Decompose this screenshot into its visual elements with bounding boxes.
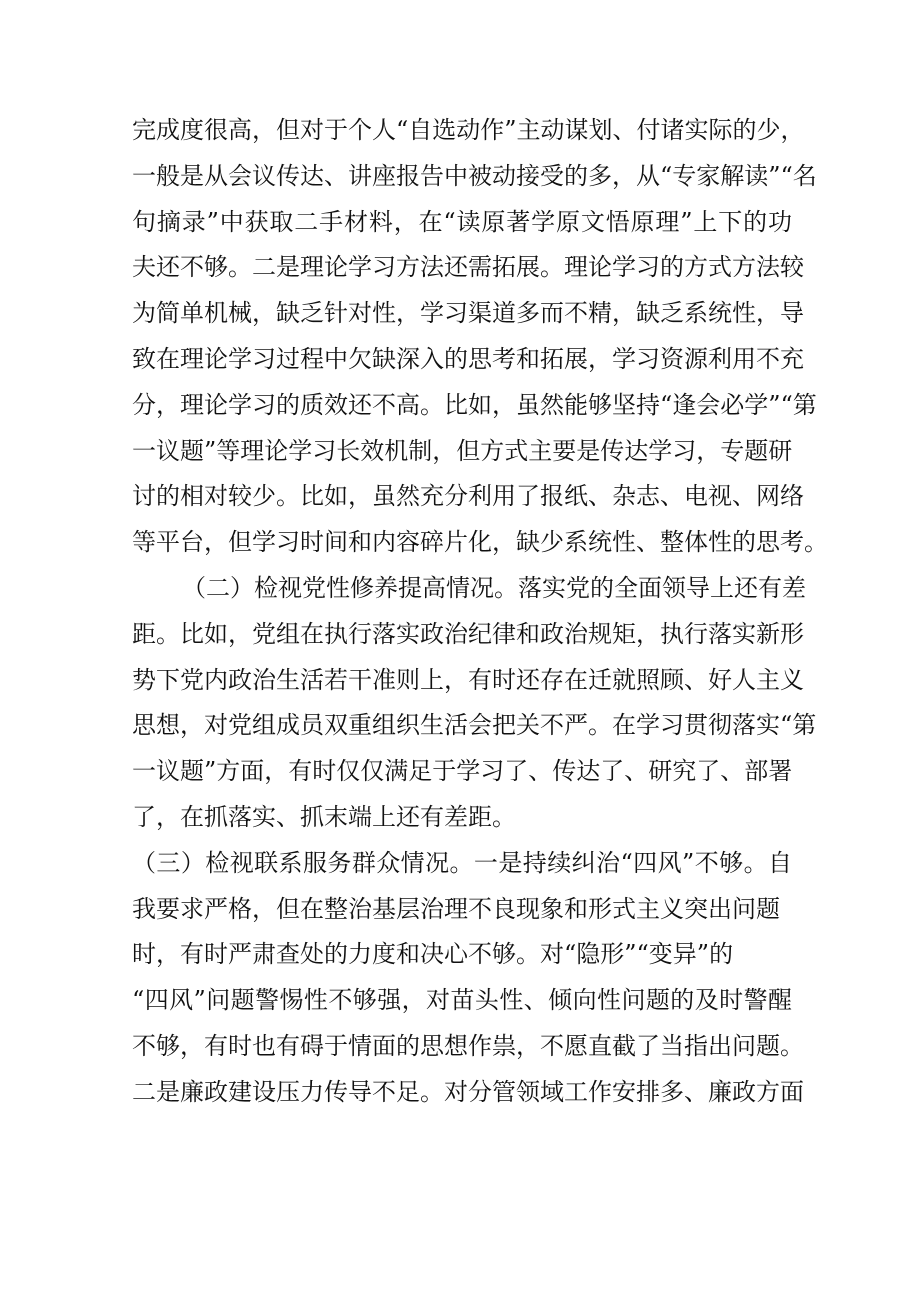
text-line: 完成度很高，但对于个人“自选动作”主动谋划、付诸实际的少，	[132, 116, 805, 144]
text-line: 不够，有时也有碍于情面的思想作祟，不愿直截了当指出问题。	[132, 1031, 804, 1060]
text-line: 二是廉政建设压力传导不足。对分管领域工作安排多、廉政方面	[132, 1077, 804, 1106]
text-line: 分，理论学习的质效还不高。比如，虽然能够坚持“逢会必学”“第	[132, 390, 817, 419]
text-line: 时，有时严肃查处的力度和决心不够。对“隐形”“变异”的	[132, 940, 734, 969]
text-line: 势下党内政治生活若干准则上，有时还存在迁就照顾、好人主义	[132, 665, 804, 694]
text-line: （三）检视联系服务群众情况。一是持续纠治“四风”不够。自	[132, 848, 792, 877]
text-line: 句摘录”中获取二手材料，在“读原著学原文悟原理”上下的功	[132, 207, 792, 236]
text-line: 一般是从会议传达、讲座报告中被动接受的多，从“专家解读”“名	[132, 161, 817, 190]
text-line: 夫还不够。二是理论学习方法还需拓展。理论学习的方式方法较	[132, 253, 804, 282]
text-line: 了，在抓落实、抓末端上还有差距。	[132, 802, 516, 831]
text-line: 思想，对党组成员双重组织生活会把关不严。在学习贯彻落实“第	[132, 711, 817, 740]
text-line: 一议题”方面，有时仅仅满足于学习了、传达了、研究了、部署	[132, 757, 793, 786]
text-line: 距。比如，党组在执行落实政治纪律和政治规矩，执行落实新形	[132, 619, 804, 648]
text-line: 等平台，但学习时间和内容碎片化，缺少系统性、整体性的思考。	[132, 528, 828, 557]
text-line: 致在理论学习过程中欠缺深入的思考和拓展，学习资源利用不充	[132, 344, 804, 373]
text-line: 我要求严格，但在整治基层治理不良现象和形式主义突出问题	[132, 894, 780, 923]
document-body-text	[132, 108, 828, 1116]
text-line: “四风”问题警惕性不够强，对苗头性、倾向性问题的及时警醒	[132, 986, 792, 1015]
text-line: 一议题”等理论学习长效机制，但方式主要是传达学习，专题研	[132, 436, 793, 465]
text-line: 为简单机械，缺乏针对性，学习渠道多而不精，缺乏系统性，导	[132, 299, 804, 328]
text-line: 讨的相对较少。比如，虽然充分利用了报纸、杂志、电视、网络	[132, 482, 804, 511]
text-line: （二）检视党性修养提高情况。落实党的全面领导上还有差	[182, 573, 806, 602]
